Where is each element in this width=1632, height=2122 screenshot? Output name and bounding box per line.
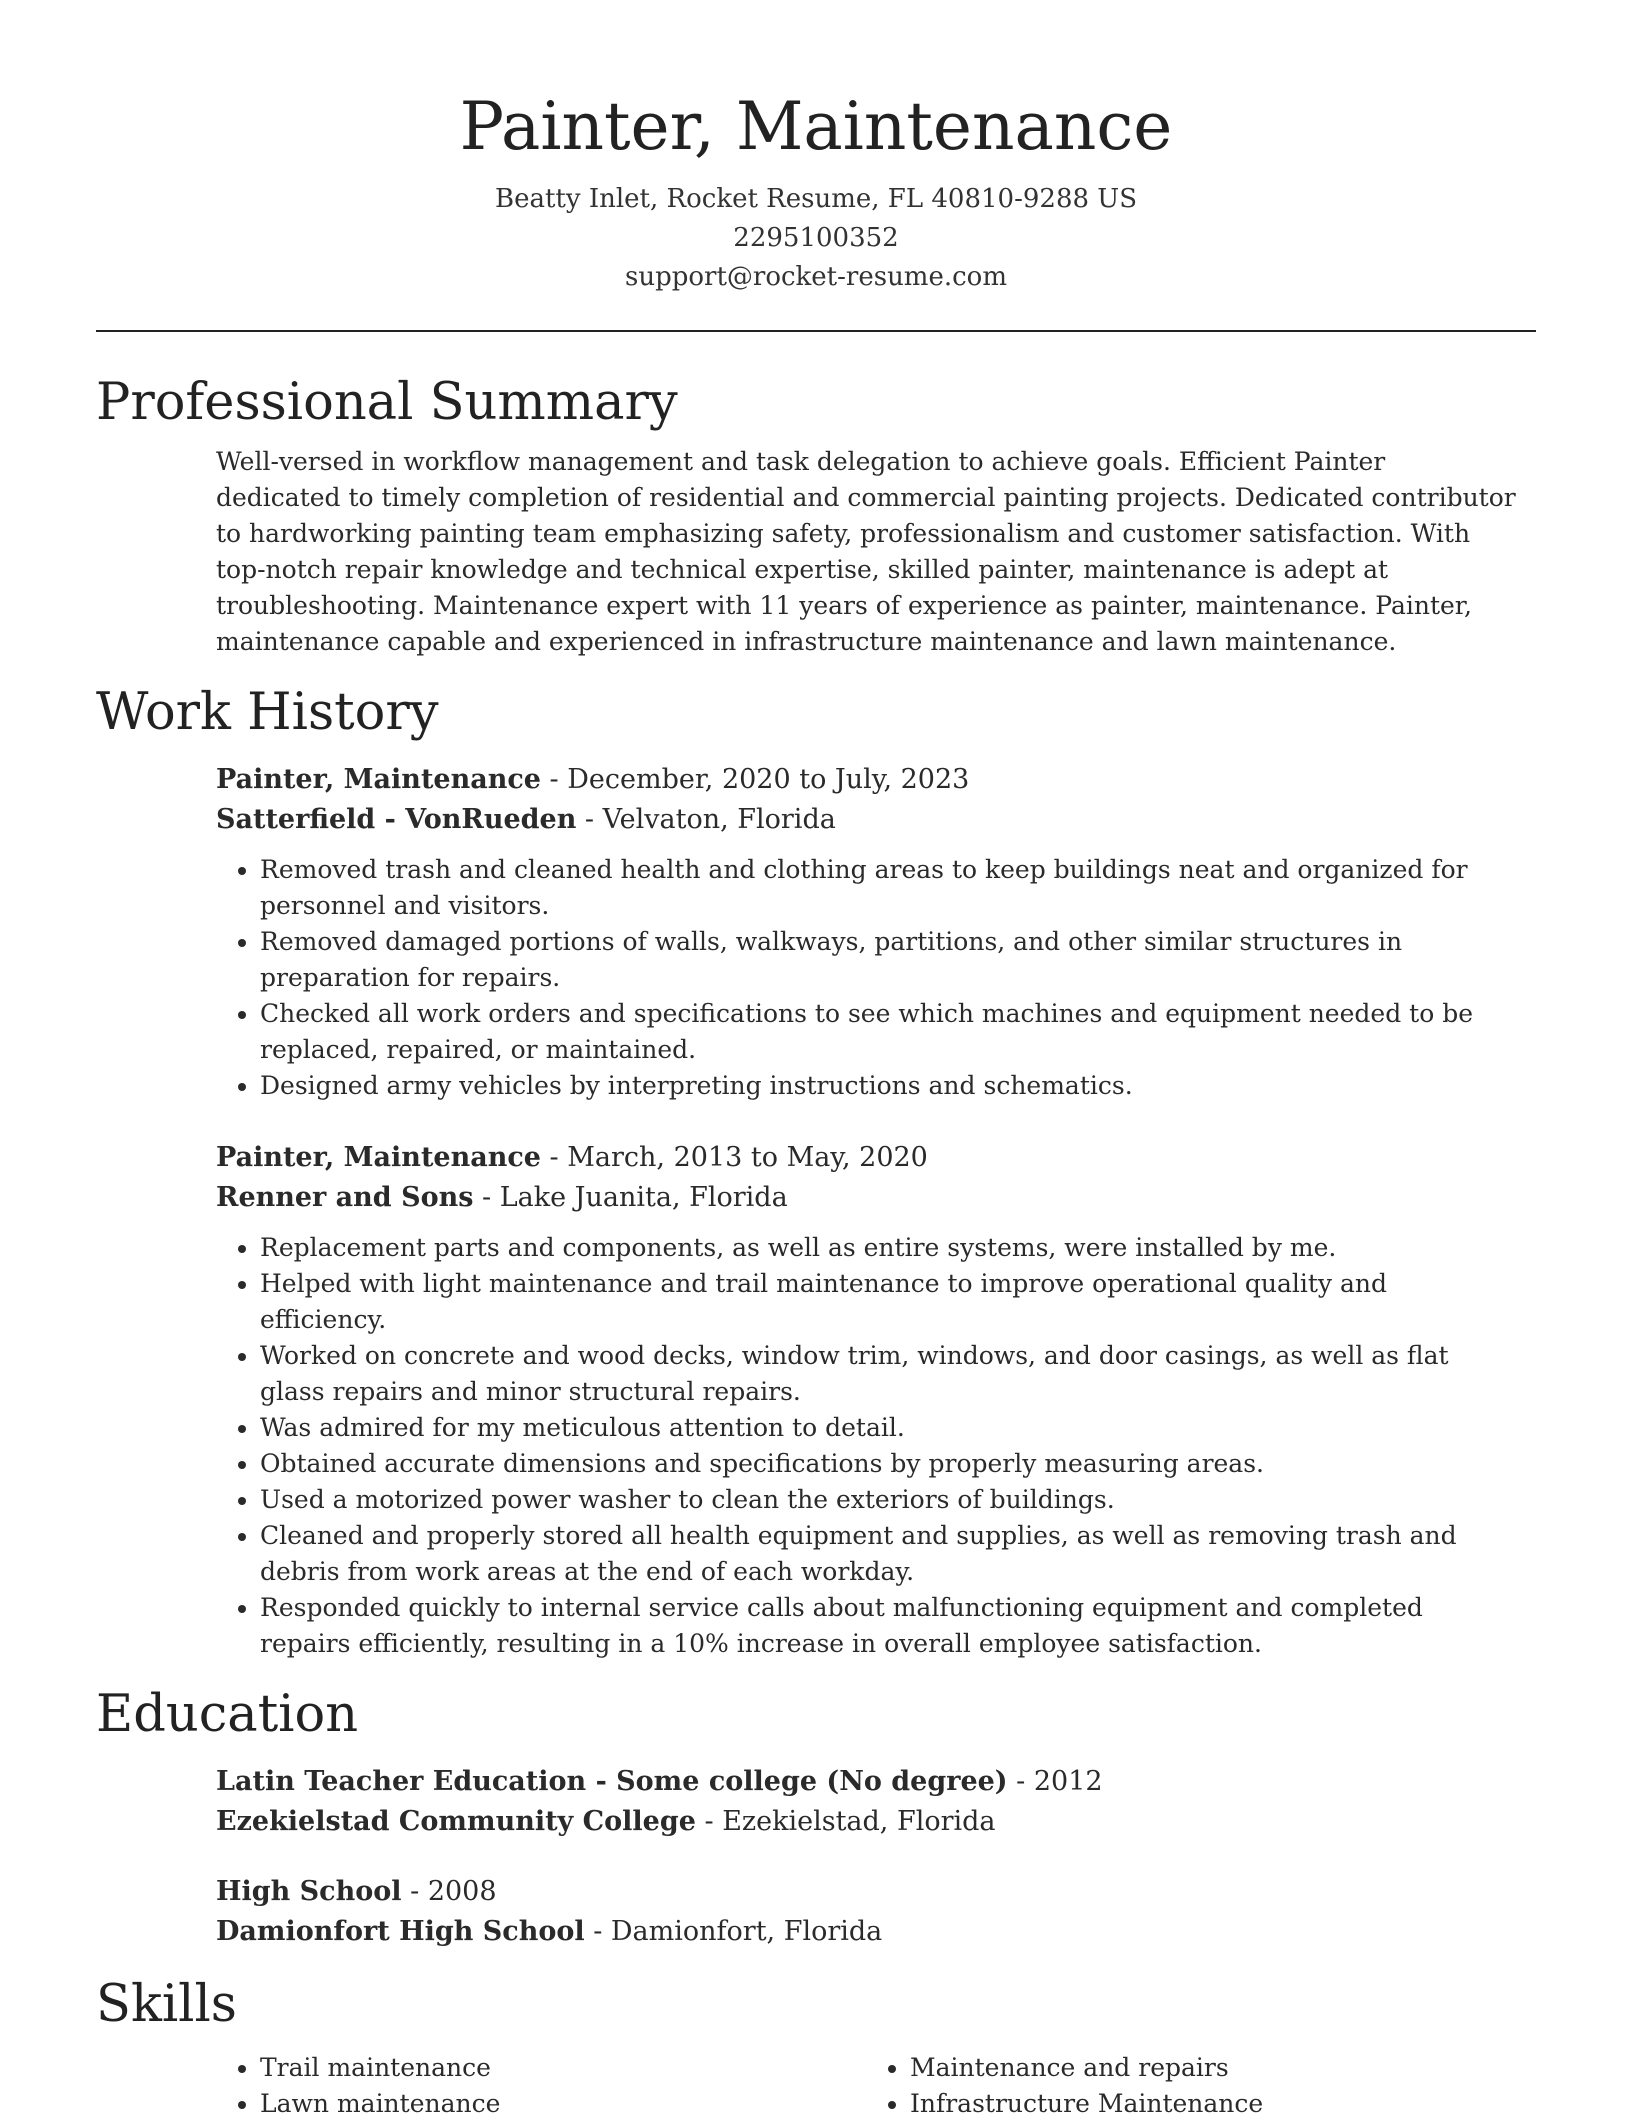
list-item: • Worked on concrete and wood decks, window trim, windows, and door casings, as well as flat glass repairs and minor structural repairs. xyxy=(260,1338,1516,1410)
school-line xyxy=(216,1912,1536,1952)
job-duties-list xyxy=(216,1230,1516,1662)
school-name: Damionfort High School xyxy=(216,1916,585,1947)
job-company-line xyxy=(216,1178,1536,1218)
education-entry xyxy=(216,1872,1536,1952)
school-location: - Damionfort, Florida xyxy=(584,1916,883,1947)
skill-item: • Infrastructure Maintenance xyxy=(910,2086,1516,2122)
skill-item: • Trail maintenance xyxy=(260,2050,866,2086)
list-item: • Responded quickly to internal service calls about malfunctioning equipment and completed repairs efficiently, resulting in a 10% increase in overall employee satisfaction. xyxy=(260,1590,1516,1662)
education-heading: Education xyxy=(96,1685,359,1744)
list-item: • Helped with light maintenance and trail maintenance to improve operational quality and efficiency. xyxy=(260,1266,1516,1338)
degree-name: High School xyxy=(216,1876,402,1907)
skills-heading: Skills xyxy=(96,1975,237,2034)
skills-grid xyxy=(216,2050,1516,2122)
degree-line xyxy=(216,1762,1536,1802)
job-dates: - December, 2020 to July, 2023 xyxy=(540,764,970,795)
degree-name: Latin Teacher Education - Some college (No degree) xyxy=(216,1766,1008,1797)
summary-heading: Professional Summary xyxy=(96,373,678,432)
skill-item: • Maintenance and repairs xyxy=(910,2050,1516,2086)
email-text: support@rocket-resume.com xyxy=(624,262,1007,292)
job-title-line xyxy=(216,1138,1536,1178)
skill-item: • Lawn maintenance xyxy=(260,2086,866,2122)
school-line xyxy=(216,1802,1536,1842)
list-item: • Replacement parts and components, as well as entire systems, were installed by me. xyxy=(260,1230,1516,1266)
job-company: Satterfield - VonRueden xyxy=(216,804,577,835)
job-location: - Velvaton, Florida xyxy=(576,804,836,835)
list-item: • Cleaned and properly stored all health equipment and supplies, as well as removing trash and debris from work areas at the end of each workday. xyxy=(260,1518,1516,1590)
list-item: • Designed army vehicles by interpreting instructions and schematics. xyxy=(260,1068,1516,1104)
header-divider xyxy=(96,330,1536,332)
graduation-year: - 2012 xyxy=(1007,1766,1103,1797)
job-dates: - March, 2013 to May, 2020 xyxy=(540,1142,928,1173)
job-role: Painter, Maintenance xyxy=(216,764,541,795)
job-duties-list xyxy=(216,852,1516,1104)
phone-text: 2295100352 xyxy=(733,223,899,253)
school-location: - Ezekielstad, Florida xyxy=(695,1806,996,1837)
skills-column-right xyxy=(866,2050,1516,2122)
skills-list xyxy=(216,2050,866,2122)
contact-block xyxy=(96,180,1536,297)
job-location: - Lake Juanita, Florida xyxy=(473,1182,788,1213)
address-text: Beatty Inlet, Rocket Resume, FL 40810-9288 US xyxy=(494,184,1138,214)
degree-line xyxy=(216,1872,1536,1912)
job-company: Renner and Sons xyxy=(216,1182,474,1213)
list-item: • Was admired for my meticulous attention to detail. xyxy=(260,1410,1516,1446)
resume-header xyxy=(96,0,1536,297)
list-item: • Checked all work orders and specifications to see which machines and equipment needed to be replaced, repaired, or maintained. xyxy=(260,996,1516,1068)
job-company-line xyxy=(216,800,1536,840)
school-name: Ezekielstad Community College xyxy=(216,1806,696,1837)
job-entry xyxy=(216,760,1536,1104)
job-title-line xyxy=(216,760,1536,800)
list-item: • Removed damaged portions of walls, walkways, partitions, and other similar structures in preparation for repairs. xyxy=(260,924,1516,996)
graduation-year: - 2008 xyxy=(401,1876,497,1907)
skills-column-left xyxy=(216,2050,866,2122)
summary-text: Well-versed in workflow management and task delegation to achieve goals. Efficient Painter dedicated to timely completion of residential and commercial painting projects. Dedicated contributor to hardworking painting team emphasizing safety, professionalism and customer satisfaction. With top-notch repair knowledge and technical expertise, skilled painter, maintenance is adept at troubleshooting. Maintenance expert with 11 years of experience as painter, maintenance. Painter, maintenance capable and experienced in infrastructure maintenance and lawn maintenance. xyxy=(216,447,1516,656)
applicant-name: Painter, Maintenance xyxy=(459,88,1173,165)
work-history-heading: Work History xyxy=(96,683,439,742)
resume-page xyxy=(96,0,1536,2118)
skills-list xyxy=(866,2050,1516,2122)
education-entry xyxy=(216,1762,1536,1842)
list-item: • Used a motorized power washer to clean the exteriors of buildings. xyxy=(260,1482,1516,1518)
job-entry xyxy=(216,1138,1536,1662)
list-item: • Obtained accurate dimensions and specifications by properly measuring areas. xyxy=(260,1446,1516,1482)
list-item: • Removed trash and cleaned health and clothing areas to keep buildings neat and organized for personnel and visitors. xyxy=(260,852,1516,924)
job-role: Painter, Maintenance xyxy=(216,1142,541,1173)
